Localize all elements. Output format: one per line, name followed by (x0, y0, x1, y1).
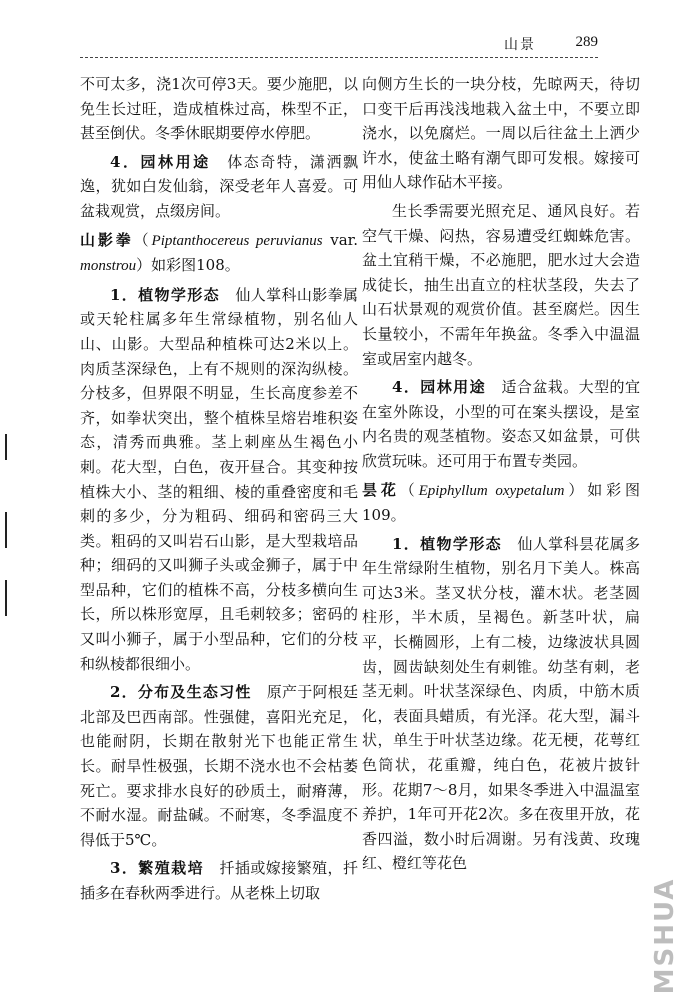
paragraph-body: 体态奇特，潇洒飘逸，犹如白发仙翁，深受老年人喜爱。可盆栽观赏，点缀房间。 (80, 152, 358, 220)
plant-name: 山影拳 (80, 230, 134, 249)
subheading: 1．植物学形态 (110, 285, 221, 304)
paragraph-body: 扦插或嫁接繁殖，扦插多在春秋两季进行。从老株上切取 (80, 859, 358, 902)
paragraph: 不可太多，浇1次可停3天。要少施肥，以免生长过旺，造成植株过高，株型不正，甚至倒伏。冬季休眠期要停水停肥。 (80, 75, 358, 143)
page-number: 289 (575, 34, 598, 50)
subheading: 2．分布及生态习性 (110, 683, 252, 702)
page-header (80, 34, 598, 58)
header-rule (80, 57, 598, 58)
paragraph (80, 150, 358, 224)
paragraph: 生长季需要光照充足、通风良好。若空气干燥、闷热，容易遭受红蜘蛛危害。盆土宜稍干燥，不必施肥，肥水过大会造成徒长，抽生出直立的柱状茎段，失去了山石状景观的观赏价值。甚至腐烂。因生长量较小，不需年年换盆。冬季入中温温室或居室内越冬。 (362, 201, 640, 368)
plant-entry-heading: 山影拳（Piptanthocereus peruvianus var. monstrou）如彩图108。 (80, 230, 358, 275)
paragraph-body: 仙人掌科昙花属多年生常绿附生植物，别名月下美人。株高可达3米。茎叉状分枝，灌木状。老茎圆柱形，半木质，呈褐色。新茎叶状，扁平，长椭圆形，上有二棱，边缘波状具圆齿，圆齿缺刻处生有刺锥。幼茎有刺，老茎无刺。叶状茎深绿色、肉质，中筋木质化，表面具蜡质，有光泽。花大型，漏斗状，单生于叶状茎边缘。花无梗，花萼红色筒状，花重瓣，纯白色，花被片披针形。花期7～8月，如果冬季进入中温温室养护，1年可开花2次。多在夜里开放，花香四溢，数小时后凋谢。另有浅黄、玫瑰红、橙红等花色 (362, 534, 640, 873)
section-title: 山景 (504, 37, 536, 53)
figure-reference: ）如彩图109。 (362, 480, 640, 525)
paragraph-body: 原产于阿根廷北部及巴西南部。性强健，喜阳光充足，也能耐阴，长期在散射光下也能正常生长。耐旱性极强，长期不浇水也不会枯萎死亡。要求排水良好的砂质土，耐瘠薄，不耐水湿。耐盐碱。不耐寒，冬季温度不得低于5℃。 (80, 683, 358, 849)
paragraph (80, 283, 358, 677)
watermark (648, 877, 682, 995)
scan-margin-mark (5, 580, 7, 616)
plant-entry-heading: 昙花（Epiphyllum oxypetalum）如彩图109。 (362, 480, 640, 525)
paragraph (80, 680, 358, 852)
watermark-text: MSHUA (650, 877, 680, 995)
latin-name: Epiphyllum oxypetalum (418, 482, 565, 499)
subheading: 4．园林用途 (392, 378, 487, 397)
left-column (80, 72, 358, 910)
plant-name: 昙花 (362, 480, 400, 499)
paragraph-body: 仙人掌科山影拳属或天轮柱属多年生常绿植物，别名仙人山、山影。大型品种植株可达2米以上。肉质茎深绿色，上有不规则的深沟纵棱。分枝多，但界限不明显，生长高度参差不齐，如拳状突出，整个植株呈熔岩堆积姿态，清秀而典雅。茎上刺座丛生褐色小刺。花大型，白色，夜开昼合。其变种按植株大小、茎的粗细、棱的重叠密度和毛刺的多少，分为粗码、细码和密码三大类。粗码的又叫岩石山影，是大型栽培品种；细码的又叫狮子头或金狮子，属于中型品种，它们的植株不高，分枝多横向生长，所以株形宽厚，且毛刺较多；密码的又叫小狮子，属于小型品种，它们的分枝和纵棱都很细小。 (80, 285, 358, 673)
scan-margin-mark (5, 434, 7, 460)
paragraph-body: 适合盆栽。大型的宜在室外陈设，小型的可在案头摆设，是室内名贵的观茎植物。姿态又如盆景，可供欣赏玩味。还可用于布置专类园。 (362, 378, 640, 470)
paragraph: 向侧方生长的一块分枝，先晾两天，待切口变干后再浅浅地栽入盆土中，不要立即浇水，以免腐烂。一周以后往盆土上洒少许水，使盆土略有潮气即可发根。嫁接可用仙人球作砧木平接。 (362, 75, 640, 192)
variety-name: monstrou (80, 258, 137, 275)
subheading: 4．园林用途 (110, 152, 211, 171)
paragraph (362, 375, 640, 473)
paragraph (80, 856, 358, 905)
variety-label: var. (330, 230, 358, 249)
right-column (362, 72, 640, 880)
paragraph (362, 532, 640, 876)
subheading: 1．植物学形态 (392, 534, 503, 553)
subheading: 3．繁殖栽培 (110, 859, 205, 878)
scan-margin-mark (5, 512, 7, 548)
latin-name: Piptanthocereus peruvianus (151, 232, 323, 249)
figure-reference: ）如彩图108。 (136, 256, 240, 275)
